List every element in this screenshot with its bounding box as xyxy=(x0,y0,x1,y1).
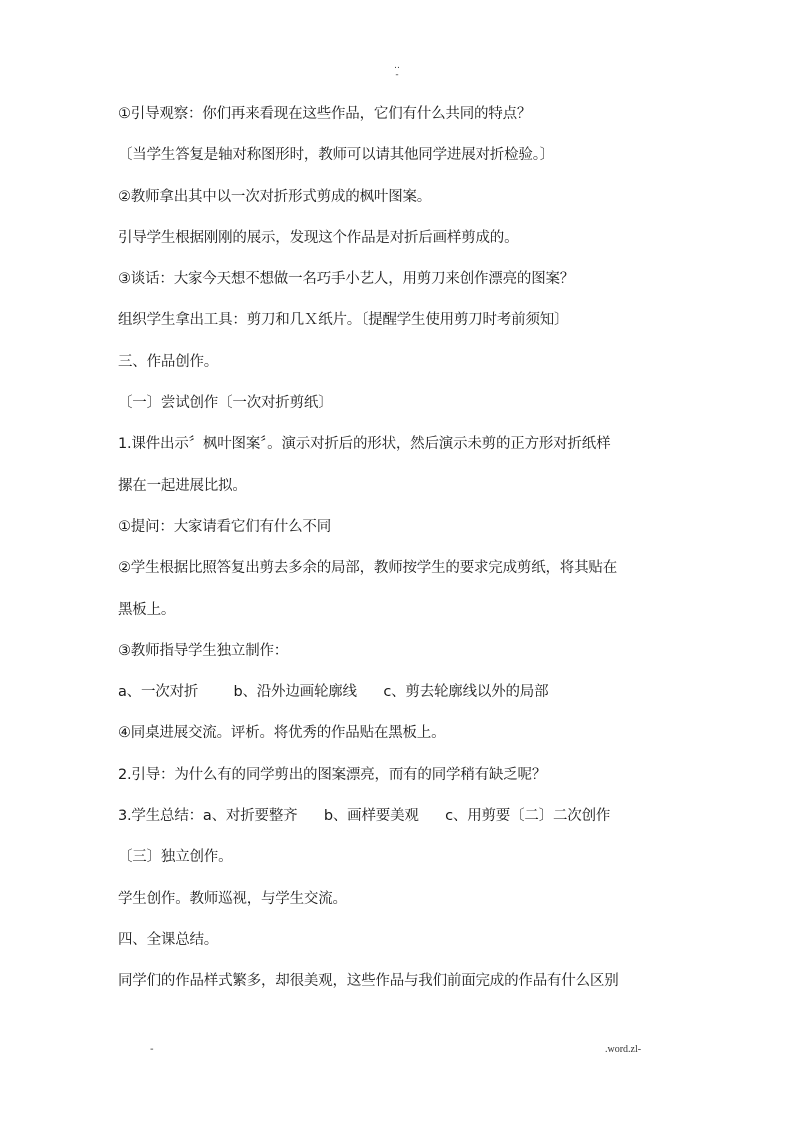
subsection-heading-independent: 〔三〕独立创作。 xyxy=(118,849,233,866)
paragraph-line-22: 同学们的作品样式繁多，却很美观，这些作品与我们前面完成的作品有什么区别 xyxy=(118,973,619,990)
paragraph-line-3: ②教师拿出其中以一次对折形式剪成的枫叶图案。 xyxy=(118,188,432,205)
paragraph-line-6: 组织学生拿出工具：剪刀和几Ｘ纸片。〔提醒学生使用剪刀时考前须知〕 xyxy=(118,312,569,329)
steps-line: a、一次对折 b、沿外边画轮廓线 c、剪去轮廓线以外的局部 xyxy=(118,684,549,701)
document-body xyxy=(118,104,688,1013)
footer-left-mark: - xyxy=(150,1044,154,1055)
paragraph-line-12: ②学生根据比照答复出剪去多余的局部，教师按学生的要求完成剪纸，将其贴在 xyxy=(118,560,617,577)
section-heading-creation: 三、作品创作。 xyxy=(118,353,219,370)
paragraph-line-5: ③谈话：大家今天想不想做一名巧手小艺人，用剪刀来创作漂亮的图案？ xyxy=(118,271,575,288)
paragraph-line-13: 黑板上。 xyxy=(118,601,176,618)
section-heading-summary: 四、全课总结。 xyxy=(118,931,219,948)
paragraph-line-11: ①提问：大家请看它们有什么不同 xyxy=(118,518,331,535)
paragraph-line-16: ④同桌进展交流。评析。将优秀的作品贴在黑板上。 xyxy=(118,725,446,742)
paragraph-line-9: 1.课件出示〞枫叶图案〞。演示对折后的形状，然后演示未剪的正方形对折纸样 xyxy=(118,436,611,453)
header-mark: .. - xyxy=(394,61,400,80)
paragraph-line-4: 引导学生根据刚刚的展示，发现这个作品是对折后画样剪成的。 xyxy=(118,229,519,246)
subsection-heading-trial: 〔一〕尝试创作〔一次对折剪纸〕 xyxy=(118,395,333,412)
paragraph-line-14: ③教师指导学生独立制作： xyxy=(118,642,289,659)
paragraph-line-20: 学生创作。教师巡视，与学生交流。 xyxy=(118,890,347,907)
summary-line: 3.学生总结：a、对折要整齐 b、画样要美观 c、用剪要〔二〕二次创作 xyxy=(118,808,611,825)
paragraph-line-1: ①引导观察：你们再来看现在这些作品，它们有什么共同的特点？ xyxy=(118,106,532,122)
paragraph-line-17: 2.引导：为什么有的同学剪出的图案漂亮，而有的同学稍有缺乏呢？ xyxy=(118,766,547,783)
paragraph-line-10: 摞在一起进展比拟。 xyxy=(118,477,247,494)
paragraph-line-2: 〔当学生答复是轴对称图形时，教师可以请其他同学进展对折检验。〕 xyxy=(118,147,555,164)
footer-right-mark: .word.zl- xyxy=(605,1044,642,1055)
